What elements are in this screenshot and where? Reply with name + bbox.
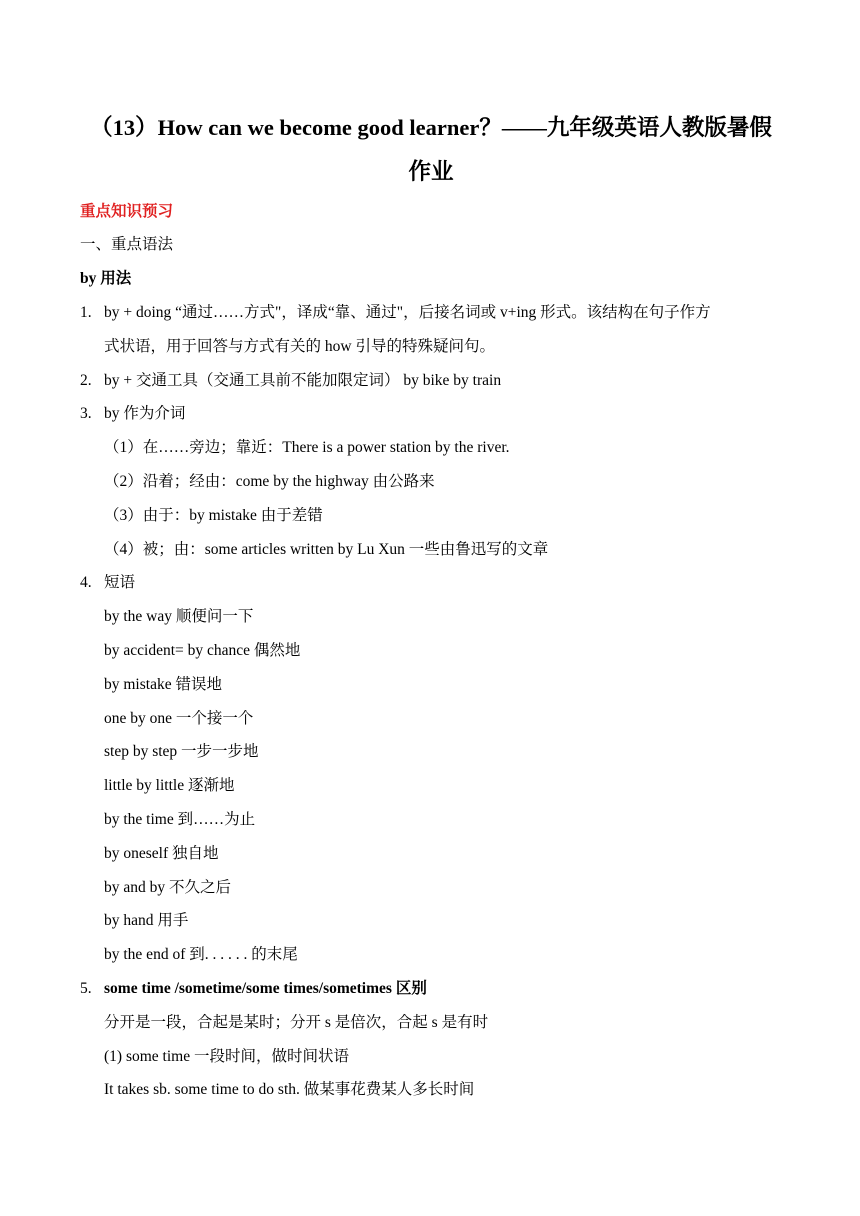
phrase-line: by hand 用手 [104, 912, 189, 929]
note-line: (1) some time 一段时间，做时间状语 [104, 1048, 349, 1065]
phrase-line: one by one 一个接一个 [104, 710, 254, 727]
item-number: 4. [80, 574, 92, 591]
note-line: It takes sb. some time to do sth. 做某事花费某人多长时间 [104, 1081, 475, 1098]
title-line-1: （13）How can we become good learner？——九年级英语人教版暑假 [90, 115, 772, 140]
item-text: 短语 [104, 574, 136, 591]
item-text: some time /sometime/some times/sometimes 区别 [104, 980, 427, 997]
item-number: 1. [80, 304, 92, 321]
phrase-line: by oneself 独自地 [104, 845, 219, 862]
item-number: 5. [80, 980, 92, 997]
title-line-2: 作业 [408, 159, 454, 184]
part-heading: 一、重点语法 [80, 236, 174, 253]
phrase-line: by accident= by chance 偶然地 [104, 642, 301, 659]
document-title [78, 106, 784, 194]
prep-use: （4）被；由：some articles written by Lu Xun 一些由鲁迅写的文章 [104, 541, 549, 558]
item-number: 3. [80, 405, 92, 422]
item-number: 2. [80, 372, 92, 389]
item-text: 式状语，用于回答与方式有关的 how 引导的特殊疑问句。 [104, 338, 495, 355]
item-text: by + 交通工具（交通工具前不能加限定词） by bike by train [104, 372, 502, 389]
phrase-line: step by step 一步一步地 [104, 743, 259, 760]
phrase-line: by the time 到……为止 [104, 811, 256, 828]
phrase-line: by and by 不久之后 [104, 879, 232, 896]
prep-use: （3）由于：by mistake 由于差错 [104, 507, 323, 524]
phrase-line: by the end of 到. . . . . . 的末尾 [104, 946, 298, 963]
phrase-line: by mistake 错误地 [104, 676, 222, 693]
note-line: 分开是一段，合起是某时；分开 s 是倍次，合起 s 是有时 [104, 1014, 489, 1031]
prep-use: （2）沿着；经由：come by the highway 由公路来 [104, 473, 435, 490]
section-heading: 重点知识预习 [80, 203, 174, 220]
by-usage-heading: by 用法 [80, 270, 132, 287]
item-text: by 作为介词 [104, 405, 186, 422]
phrase-line: by the way 顺便问一下 [104, 608, 254, 625]
prep-use: （1）在……旁边；靠近：There is a power station by the river. [104, 439, 510, 456]
item-text: by + doing “通过……方式"，译成“靠、通过"，后接名词或 v+ing 形式。该结构在句子作方 [104, 304, 711, 321]
phrase-line: little by little 逐渐地 [104, 777, 235, 794]
